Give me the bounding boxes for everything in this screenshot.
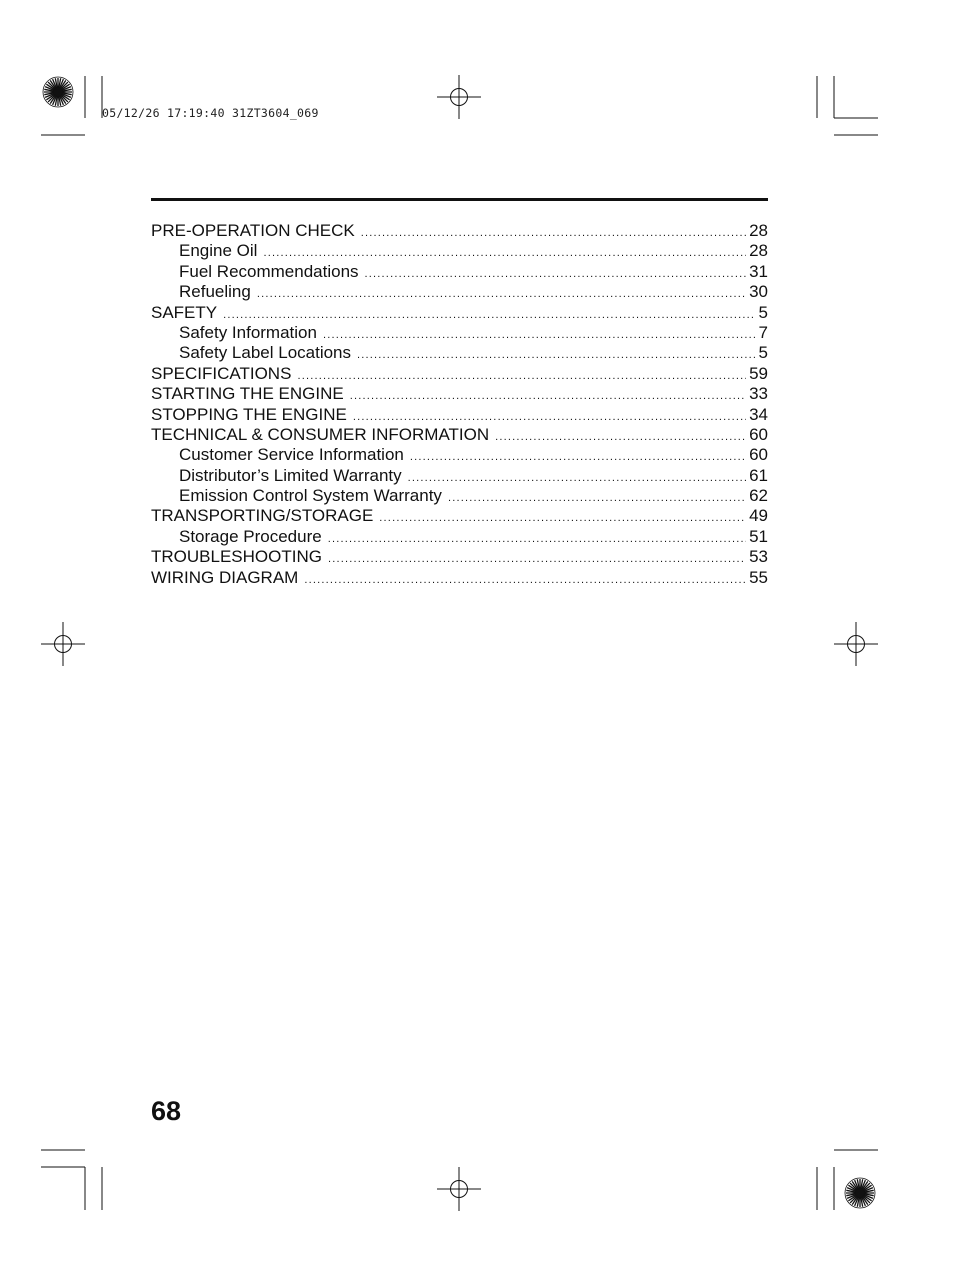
dot-leader <box>257 284 746 302</box>
dot-leader <box>328 529 746 547</box>
dot-leader <box>448 488 746 506</box>
crosshair-icon <box>41 622 85 666</box>
index-entry <box>151 506 768 526</box>
index-entry-label: PRE-OPERATION CHECK <box>151 221 355 240</box>
index-entry-page: 49 <box>749 506 768 526</box>
index-entry-label: TRANSPORTING/STORAGE <box>151 506 374 526</box>
index-entry <box>151 466 768 486</box>
index-entry-label: Distributor’s Limited Warranty <box>179 465 402 485</box>
dot-leader <box>263 243 746 261</box>
index-entry-page: 62 <box>749 486 768 506</box>
index-entry <box>151 568 768 588</box>
registration-mark-icon <box>43 77 73 107</box>
registration-mark-icon <box>845 1178 875 1208</box>
index-entry-page: 55 <box>749 567 768 587</box>
index-entry-page: 7 <box>758 322 768 342</box>
index-entry <box>151 241 768 261</box>
index-entry <box>151 425 768 445</box>
dot-leader <box>379 508 746 526</box>
index-entry-label: Storage Procedure <box>179 526 322 546</box>
index-entry-page: 5 <box>758 343 768 363</box>
index-entry-page: 34 <box>749 404 768 424</box>
index-entry <box>151 405 768 425</box>
index-entry <box>151 384 768 404</box>
index-entry-label: STOPPING THE ENGINE <box>151 404 347 424</box>
index-list <box>151 221 768 588</box>
index-entry-label: SPECIFICATIONS <box>151 363 292 383</box>
dot-leader <box>328 549 746 567</box>
dot-leader <box>408 468 746 486</box>
crosshair-icon <box>834 622 878 666</box>
index-entry-label: Safety Label Locations <box>179 343 352 363</box>
index-entry <box>151 323 768 343</box>
index-entry <box>151 486 768 506</box>
index-entry-page: 28 <box>749 221 768 240</box>
index-entry-label: TROUBLESHOOTING <box>151 547 322 567</box>
index-entry-label: SAFETY <box>151 302 218 322</box>
index-entry-page: 60 <box>749 424 768 444</box>
index-entry <box>151 282 768 302</box>
dot-leader <box>495 427 746 445</box>
index-entry-page: 53 <box>749 547 768 567</box>
index-entry-page: 28 <box>749 241 768 261</box>
top-rule <box>151 198 768 201</box>
index-entry <box>151 262 768 282</box>
index-entry <box>151 547 768 567</box>
dot-leader <box>353 407 746 425</box>
index-entry-label: Safety Information <box>179 322 317 342</box>
dot-leader <box>357 345 756 363</box>
index-entry-page: 30 <box>749 282 768 302</box>
index-entry-page: 5 <box>758 302 768 322</box>
index-entry <box>151 364 768 384</box>
index-entry <box>151 343 768 363</box>
crosshair-icon <box>437 75 481 119</box>
page-number: 68 <box>151 1096 182 1126</box>
dot-leader <box>304 570 746 588</box>
index-entry-label: Refueling <box>179 282 251 302</box>
dot-leader <box>350 386 746 404</box>
dot-leader <box>223 305 755 323</box>
index-entry-label: Emission Control System Warranty <box>179 486 442 506</box>
index-entry-label: Engine Oil <box>179 241 258 261</box>
dot-leader <box>365 264 747 282</box>
index-entry-label: Fuel Recommendations <box>179 261 359 281</box>
index-entry-label: Customer Service Information <box>179 445 404 465</box>
index-entry-page: 31 <box>749 261 768 281</box>
dot-leader <box>410 447 746 465</box>
print-timestamp: 05/12/26 17:19:40 31ZT3604_069 <box>102 106 319 120</box>
index-entry-label: STARTING THE ENGINE <box>151 384 344 404</box>
index-entry <box>151 527 768 547</box>
index-entry-label: WIRING DIAGRAM <box>151 567 299 587</box>
dot-leader <box>361 223 746 241</box>
index-entry <box>151 303 768 323</box>
dot-leader <box>297 366 746 384</box>
index-entry <box>151 445 768 465</box>
index-entry-label: TECHNICAL & CONSUMER INFORMATION <box>151 424 490 444</box>
index-entry <box>151 221 768 241</box>
index-entry-page: 61 <box>749 465 768 485</box>
index-entry-page: 60 <box>749 445 768 465</box>
index-entry-page: 33 <box>749 384 768 404</box>
dot-leader <box>323 325 756 343</box>
index-entry-page: 51 <box>749 526 768 546</box>
crosshair-icon <box>437 1167 481 1211</box>
index-entry-page: 59 <box>749 363 768 383</box>
